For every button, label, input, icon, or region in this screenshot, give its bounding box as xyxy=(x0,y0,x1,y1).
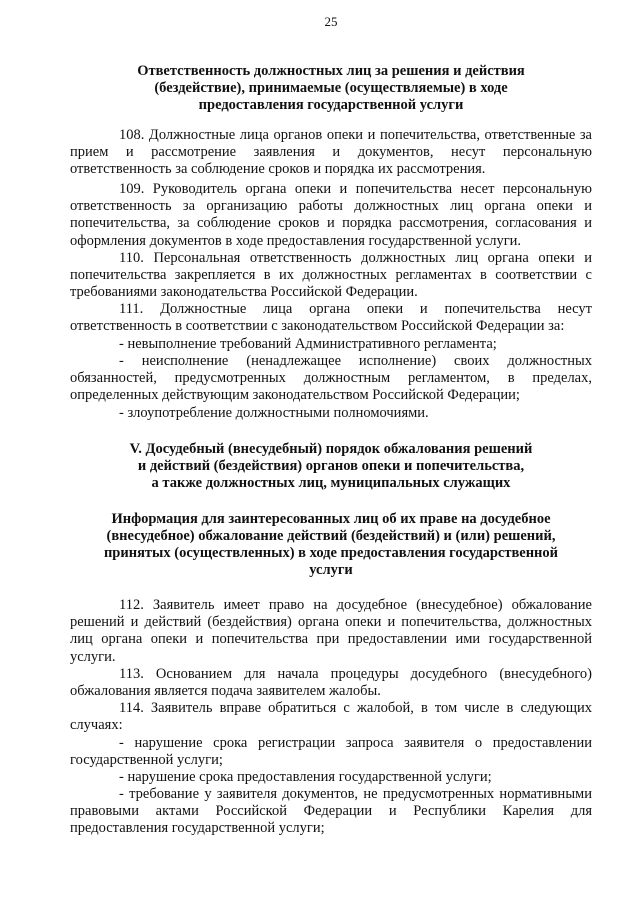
heading-line: Информация для заинтересованных лиц об их праве на досудебное xyxy=(111,511,551,527)
list-item: - требование у заявителя документов, не предусмотренных нормативными правовыми актами Российской Федерации и Республики Карелия для предоставления государственной услуги; xyxy=(70,786,592,837)
heading-line: V. Досудебный (внесудебный) порядок обжалования решений xyxy=(129,441,533,457)
list-item: - невыполнение требований Административного регламента; xyxy=(119,336,497,352)
document-page xyxy=(70,0,592,905)
list-item: - нарушение срока регистрации запроса заявителя о предоставлении государственной услуги; xyxy=(70,735,592,769)
heading-line: а также должностных лиц, муниципальных служащих xyxy=(151,475,511,491)
heading-line: принятых (осуществленных) в ходе предоставления государственной xyxy=(103,545,559,561)
list-item: - нарушение срока предоставления государственной услуги; xyxy=(119,769,492,785)
section-heading-information xyxy=(70,511,592,579)
heading-line: Ответственность должностных лиц за решения и действия xyxy=(137,63,525,79)
paragraph-114: 114. Заявитель вправе обратиться с жалобой, в том числе в следующих случаях: xyxy=(70,700,592,734)
section-heading-appeal xyxy=(70,441,592,492)
section-heading-responsibility xyxy=(70,63,592,114)
list-item: - злоупотребление должностными полномочиями. xyxy=(119,405,429,421)
paragraph-113: 113. Основанием для начала процедуры досудебного (внесудебного) обжалования является подача заявителем жалобы. xyxy=(70,666,592,700)
heading-line: (бездействие), принимаемые (осуществляемые) в ходе xyxy=(154,80,508,96)
heading-line: услуги xyxy=(309,562,353,578)
paragraph-111: 111. Должностные лица органа опеки и попечительства несут ответственность в соответствии с законодательством Российской Федерации за: xyxy=(70,301,592,335)
heading-line: (внесудебное) обжалование действий (бездействий) и (или) решений, xyxy=(106,528,556,544)
page-number: 25 xyxy=(324,14,338,29)
paragraph-110: 110. Персональная ответственность должностных лиц органа опеки и попечительства закрепляется в их должностных регламентах в соответствии с требованиями законодательства Российской Федерации. xyxy=(70,250,592,301)
list-item: - неисполнение (ненадлежащее исполнение) своих должностных обязанностей, предусмотренных должностным регламентом, в пределах, определенных действующим законодательством Российской Федерации; xyxy=(70,353,592,404)
paragraph-108: 108. Должностные лица органов опеки и попечительства, ответственные за прием и рассмотрение заявления и документов, несут персональную ответственность за соблюдение сроков и порядка их рассмотрения. xyxy=(70,127,592,178)
heading-line: предоставления государственной услуги xyxy=(198,97,464,113)
heading-line: и действий (бездействия) органов опеки и попечительства, xyxy=(137,458,525,474)
paragraph-109: 109. Руководитель органа опеки и попечительства несет персональную ответственность за организацию работы должностных лиц органа опеки и попечительства, за соблюдение сроков и порядка рассмотрения, согласования и оформления документов в ходе предоставления государственной услуги. xyxy=(70,181,592,249)
paragraph-112: 112. Заявитель имеет право на досудебное (внесудебное) обжалование решений и действий (бездействия) органа опеки и попечительства, должностных лиц органа опеки и попечительства при предоставлении ими государственной услуги. xyxy=(70,597,592,665)
